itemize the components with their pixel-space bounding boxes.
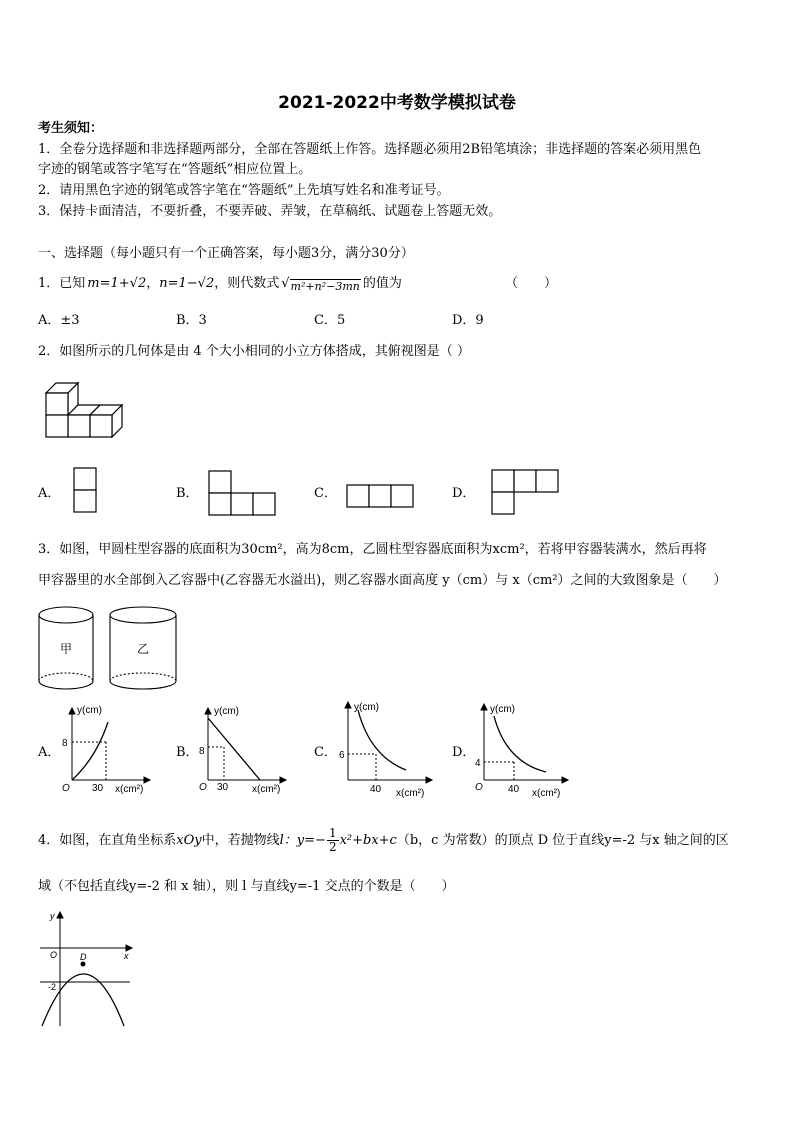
notice-line-1: 1．全卷分选择题和非选择题两部分，全部在答题纸上作答。选择题必须用2B铅笔填涂；非选择题的答案必须用黑色 xyxy=(38,142,702,157)
q2-label-a[interactable]: A． xyxy=(38,486,61,501)
q1-radical xyxy=(281,274,361,294)
graph-d-ylabel: y(cm) xyxy=(490,704,515,715)
q4-fig-minus-two: -2 xyxy=(48,982,57,992)
graph-c-xtick: 40 xyxy=(370,784,382,795)
q2-solid-figure xyxy=(44,378,124,438)
notice-line-2: 字迹的钢笔或答字笔写在“答题纸”相应位置上。 xyxy=(38,162,312,177)
q3-graph-b[interactable] xyxy=(196,702,296,798)
q2-option-b-view[interactable] xyxy=(208,470,276,516)
graph-b-ylabel: y(cm) xyxy=(214,706,239,717)
q1-answer-bracket: （ ） xyxy=(505,276,558,291)
q4-fig-y: y xyxy=(50,911,55,921)
page-title: 2021-2022中考数学模拟试卷 xyxy=(278,93,516,113)
q1-option-d[interactable]: D．9 xyxy=(452,313,484,328)
notice-line-4: 3．保持卡面清洁，不要折叠，不要弄破、弄皱，在草稿纸、试题卷上答题无效。 xyxy=(38,204,502,219)
q1-middle: ，则代数式 xyxy=(214,276,280,291)
graph-a-xtick: 30 xyxy=(92,783,104,794)
graph-c-xlabel: x(cm²) xyxy=(396,788,425,799)
q3-line-1: 3．如图，甲圆柱型容器的底面积为30cm²，高为8cm，乙圆柱型容器底面积为xcm²，若将甲容器装满水，然后再将 xyxy=(38,542,707,557)
graph-d-xtick: 40 xyxy=(508,784,520,795)
q2-option-a-view[interactable] xyxy=(73,467,97,513)
q4-line-1 xyxy=(38,827,729,854)
q1-comma: ， xyxy=(146,276,160,291)
q3-cylinders-figure xyxy=(36,603,186,695)
graph-d-xlabel: x(cm²) xyxy=(532,788,561,799)
q3-graph-c[interactable] xyxy=(336,698,440,800)
question-1 xyxy=(38,274,402,294)
q1-option-c[interactable]: C．5 xyxy=(314,313,346,328)
q3-graph-d[interactable] xyxy=(472,700,576,800)
graph-c-ylabel: y(cm) xyxy=(354,702,379,713)
q4-line-2: 域（不包括直线y=-2 和 x 轴），则 l 与直线y=-1 交点的个数是（ ） xyxy=(38,879,455,894)
q4-fig-x: x xyxy=(124,951,129,961)
vertex-d-point xyxy=(81,962,86,967)
graph-d-ytick: 4 xyxy=(475,758,481,769)
cylinder-1-top xyxy=(39,607,93,623)
q2-label-d[interactable]: D． xyxy=(452,486,476,501)
q1-option-a[interactable]: A．±3 xyxy=(38,313,80,328)
q4-text-f: （b，c 为常数）的顶点 D 位于直线y=-2 与x 轴之间的区 xyxy=(396,832,729,848)
section-heading: 一、选择题（每小题只有一个正确答案，每小题3分，满分30分） xyxy=(38,246,414,261)
graph-b-ytick: 8 xyxy=(199,746,205,757)
q4-text-d: l：y=− xyxy=(279,832,326,848)
question-2: 2．如图所示的几何体是由 4 个大小相同的小立方体搭成，其俯视图是（ ） xyxy=(38,344,470,359)
q4-fig-origin: O xyxy=(50,950,58,960)
graph-a-ytick: 8 xyxy=(62,738,68,749)
graph-b-xtick: 30 xyxy=(217,782,229,793)
q4-frac-den: 2 xyxy=(328,840,337,854)
q2-option-d-view[interactable] xyxy=(491,469,559,515)
q3-label-c[interactable]: C． xyxy=(314,745,337,760)
q3-label-d[interactable]: D． xyxy=(452,745,476,760)
q2-option-c-view[interactable] xyxy=(346,484,414,509)
q1-n-expression: n=1−√2 xyxy=(159,276,215,291)
q1-radicand: m²+n²−3mn xyxy=(290,280,360,293)
notice-heading: 考生须知： xyxy=(38,121,104,136)
graph-a-origin: O xyxy=(62,783,70,794)
q4-fig-d: D xyxy=(80,952,87,962)
notice-line-3: 2．请用黑色字迹的钢笔或答字笔在“答题纸”上先填写姓名和准考证号。 xyxy=(38,183,450,198)
cylinder-1-label: 甲 xyxy=(59,642,73,656)
q1-prefix: 1．已知 xyxy=(38,276,86,291)
graph-c-ytick: 6 xyxy=(339,750,345,761)
cylinder-2-label: 乙 xyxy=(136,642,150,656)
graph-a-ylabel: y(cm) xyxy=(77,705,102,716)
q4-text-e: x²+bx+c xyxy=(339,832,397,848)
q3-graph-a[interactable] xyxy=(58,702,158,798)
q4-parabola-figure xyxy=(38,908,138,1030)
cylinder-2-top xyxy=(110,607,176,623)
q2-label-c[interactable]: C． xyxy=(314,486,337,501)
graph-b-origin: O xyxy=(199,782,207,793)
q3-label-a[interactable]: A． xyxy=(38,745,61,760)
q3-label-b[interactable]: B． xyxy=(176,745,199,760)
q3-line-2: 甲容器里的水全部倒入乙容器中(乙容器无水溢出)，则乙容器水面高度 y（cm）与 x（cm²）之间的大致图象是（ ） xyxy=(38,573,727,588)
graph-b-xlabel: x(cm²) xyxy=(252,784,281,795)
q1-option-b[interactable]: B．3 xyxy=(176,313,207,328)
graph-d-origin: O xyxy=(475,782,483,793)
q4-text-b: xOy xyxy=(176,832,202,848)
q4-frac-num: 1 xyxy=(328,826,337,840)
q4-text-a: 4．如图，在直角坐标系 xyxy=(38,832,177,848)
radical-sign-icon: √ xyxy=(281,276,290,291)
q1-suffix: 的值为 xyxy=(362,276,402,291)
q2-label-b[interactable]: B． xyxy=(176,486,199,501)
graph-a-xlabel: x(cm²) xyxy=(115,784,144,795)
q1-m-expression: m=1+√2 xyxy=(87,276,147,291)
q4-fraction xyxy=(327,827,339,854)
q4-text-c: 中，若抛物线 xyxy=(201,832,280,848)
